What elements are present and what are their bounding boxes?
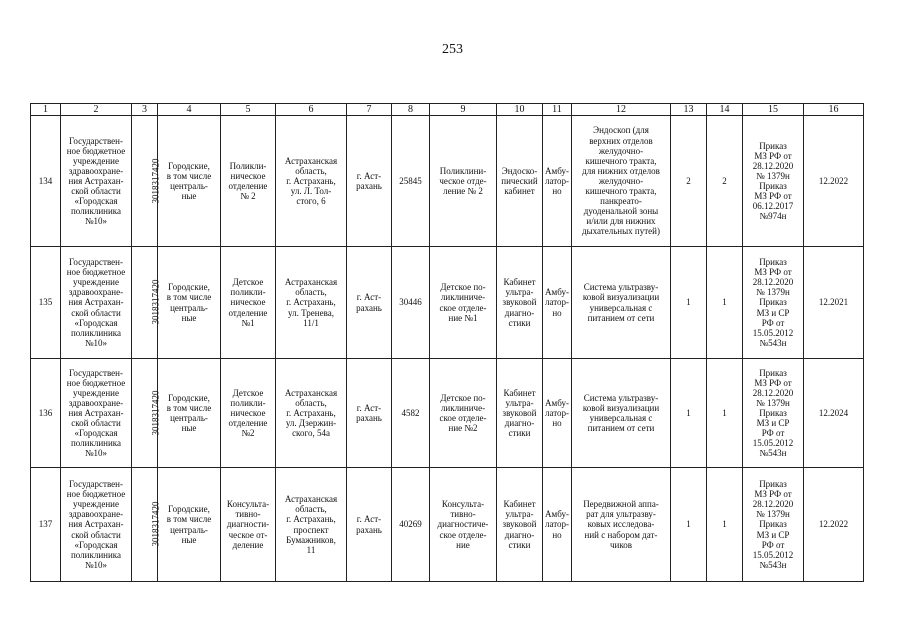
settlement-type-cell: Городские, в том числе централь- ные <box>158 468 221 582</box>
care-cell: Амбу- латор- но <box>543 468 572 582</box>
quantity-cell: 1 <box>707 247 743 359</box>
header-cell: 8 <box>392 104 430 116</box>
care-cell: Амбу- латор- но <box>543 247 572 359</box>
department-cell: Детское поликли- ническое отделение №2 <box>221 359 276 468</box>
code-cell: 4582 <box>392 359 430 468</box>
header-cell: 1 <box>31 104 61 116</box>
header-cell: 7 <box>347 104 392 116</box>
subdivision-cell: Детское по- ликлиниче- ское отделе- ние №1 <box>430 247 497 359</box>
quantity-cell: 2 <box>707 116 743 247</box>
row-number: 135 <box>31 247 61 359</box>
equipment-cell: Система ультразву- ковой визуализации универсальная с питанием от сети <box>572 359 671 468</box>
care-cell: Амбу- латор- но <box>543 359 572 468</box>
address-cell: Астраханская область, г. Астрахань, ул. Л. Тол- стого, 6 <box>276 116 347 247</box>
inn-cell <box>132 247 161 359</box>
equipment-table <box>30 103 864 582</box>
header-cell: 13 <box>671 104 707 116</box>
header-cell: 4 <box>158 104 221 116</box>
cabinet-cell: Кабинет ультра- звуковой диагно- стики <box>497 468 543 582</box>
row-number: 134 <box>31 116 61 247</box>
care-cell: Амбу- латор- но <box>543 116 572 247</box>
quantity-cell: 1 <box>671 247 707 359</box>
header-row <box>31 104 864 116</box>
organization-cell: Государствен- ное бюджетное учреждение здравоохране- ния Астрахан- ской области «Городская поликлиника №10» <box>61 116 132 247</box>
subdivision-cell: Детское по- ликлиниче- ское отделе- ние №2 <box>430 359 497 468</box>
date-cell: 12.2021 <box>804 247 864 359</box>
organization-cell: Государствен- ное бюджетное учреждение здравоохране- ния Астрахан- ской области «Городская поликлиника №10» <box>61 468 132 582</box>
equipment-cell: Система ультразву- ковой визуализации универсальная с питанием от сети <box>572 247 671 359</box>
header-cell: 16 <box>804 104 864 116</box>
address-cell: Астраханская область, г. Астрахань, ул. Тренева, 11/1 <box>276 247 347 359</box>
table-row <box>31 247 864 359</box>
inn-text: 3018317420 <box>150 390 161 436</box>
cabinet-cell: Кабинет ультра- звуковой диагно- стики <box>497 247 543 359</box>
header-cell: 3 <box>132 104 158 116</box>
inn-cell <box>132 116 161 247</box>
code-cell: 30446 <box>392 247 430 359</box>
header-cell: 9 <box>430 104 497 116</box>
page-number: 253 <box>442 42 463 57</box>
city-cell: г. Аст- рахань <box>347 247 392 359</box>
quantity-cell: 1 <box>707 468 743 582</box>
subdivision-cell: Поликлини- ческое отде- ление № 2 <box>430 116 497 247</box>
settlement-type-cell: Городские, в том числе централь- ные <box>158 116 221 247</box>
inn-cell <box>132 468 161 582</box>
cabinet-cell: Кабинет ультра- звуковой диагно- стики <box>497 359 543 468</box>
city-cell: г. Аст- рахань <box>347 468 392 582</box>
subdivision-cell: Консульта- тивно- диагностиче- ское отделе- ние <box>430 468 497 582</box>
header-cell: 5 <box>221 104 276 116</box>
equipment-cell: Эндоскоп (для верхних отделов желудочно- кишечного тракта, для нижних отделов желудочно- кишечного тракта, панкреато- дуоденальной зоны и/или для нижних дыхательных путей) <box>572 116 671 247</box>
inn-text: 3018317420 <box>150 158 161 204</box>
inn-text: 3018317420 <box>150 501 161 547</box>
header-cell: 6 <box>276 104 347 116</box>
settlement-type-cell: Городские, в том числе централь- ные <box>158 247 221 359</box>
quantity-cell: 1 <box>707 359 743 468</box>
address-cell: Астраханская область, г. Астрахань, ул. Дзержин- ского, 54а <box>276 359 347 468</box>
header-cell: 10 <box>497 104 543 116</box>
city-cell: г. Аст- рахань <box>347 359 392 468</box>
quantity-cell: 2 <box>671 116 707 247</box>
header-cell: 11 <box>543 104 572 116</box>
order-cell: Приказ МЗ РФ от 28.12.2020 № 1379н Приказ МЗ и СР РФ от 15.05.2012 №543н <box>743 247 804 359</box>
date-cell: 12.2022 <box>804 468 864 582</box>
organization-cell: Государствен- ное бюджетное учреждение здравоохране- ния Астрахан- ской области «Городская поликлиника №10» <box>61 359 132 468</box>
order-cell: Приказ МЗ РФ от 28.12.2020 № 1379н Приказ МЗ РФ от 06.12.2017 №974н <box>743 116 804 247</box>
address-cell: Астраханская область, г. Астрахань, проспект Бумажников, 11 <box>276 468 347 582</box>
date-cell: 12.2022 <box>804 116 864 247</box>
department-cell: Поликли- ническое отделение № 2 <box>221 116 276 247</box>
row-number: 137 <box>31 468 61 582</box>
inn-text: 3018317420 <box>150 279 161 325</box>
header-cell: 12 <box>572 104 671 116</box>
order-cell: Приказ МЗ РФ от 28.12.2020 № 1379н Приказ МЗ и СР РФ от 15.05.2012 №543н <box>743 359 804 468</box>
code-cell: 40269 <box>392 468 430 582</box>
department-cell: Детское поликли- ническое отделение №1 <box>221 247 276 359</box>
inn-cell <box>132 359 161 468</box>
table-row <box>31 359 864 468</box>
table-row <box>31 116 864 247</box>
quantity-cell: 1 <box>671 359 707 468</box>
equipment-cell: Передвижной аппа- рат для ультразву- ковых исследова- ний с набором дат- чиков <box>572 468 671 582</box>
organization-cell: Государствен- ное бюджетное учреждение здравоохране- ния Астрахан- ской области «Городская поликлиника №10» <box>61 247 132 359</box>
department-cell: Консульта- тивно- диагности- ческое от- деление <box>221 468 276 582</box>
quantity-cell: 1 <box>671 468 707 582</box>
code-cell: 25845 <box>392 116 430 247</box>
date-cell: 12.2024 <box>804 359 864 468</box>
settlement-type-cell: Городские, в том числе централь- ные <box>158 359 221 468</box>
header-cell: 2 <box>61 104 132 116</box>
order-cell: Приказ МЗ РФ от 28.12.2020 № 1379н Приказ МЗ и СР РФ от 15.05.2012 №543н <box>743 468 804 582</box>
city-cell: г. Аст- рахань <box>347 116 392 247</box>
header-cell: 15 <box>743 104 804 116</box>
table-row <box>31 468 864 582</box>
cabinet-cell: Эндоско- пический кабинет <box>497 116 543 247</box>
row-number: 136 <box>31 359 61 468</box>
header-cell: 14 <box>707 104 743 116</box>
